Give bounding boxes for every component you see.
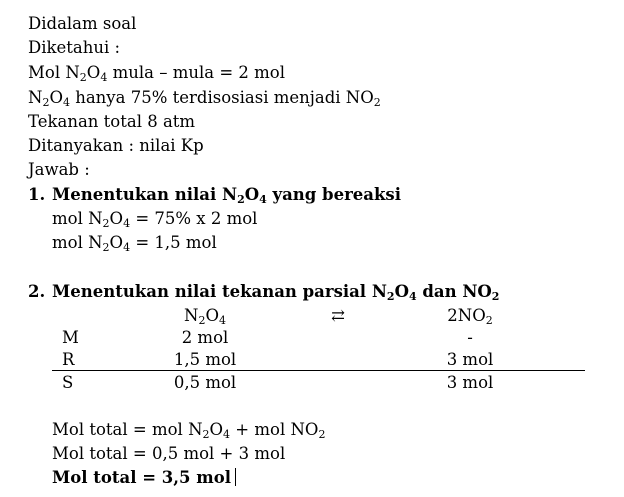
text-part: Menentukan nilai N xyxy=(52,185,238,204)
known-heading xyxy=(28,36,120,60)
subscript: 4 xyxy=(123,217,131,230)
text-part: = 1,5 mol xyxy=(130,233,217,252)
row-m-product: - xyxy=(467,328,473,347)
text-part: = 75% x 2 mol xyxy=(130,209,258,228)
text-part: O xyxy=(394,282,409,301)
step-2-number: 2. xyxy=(28,282,46,301)
answer-label: Jawab : xyxy=(28,160,90,179)
subscript: 4 xyxy=(123,241,131,254)
step-1-line-2 xyxy=(52,231,217,255)
total-formula-line xyxy=(52,418,325,442)
text-part: O xyxy=(86,63,101,82)
row-r-product: 3 mol xyxy=(446,350,494,369)
subscript: 2 xyxy=(318,428,326,441)
asked-line xyxy=(28,134,204,158)
text-part: mula – mula = 2 mol xyxy=(107,63,286,82)
text-cursor xyxy=(235,468,236,486)
step-1-title xyxy=(52,183,401,207)
answer-heading xyxy=(28,158,90,182)
step-2-title xyxy=(52,280,499,304)
subscript: 2 xyxy=(373,96,381,109)
subscript: 4 xyxy=(408,290,417,303)
subscript: 2 xyxy=(386,290,395,303)
text-part: O xyxy=(209,420,224,439)
row-label-r: R xyxy=(62,350,75,369)
row-m-reactant: 2 mol xyxy=(181,328,229,347)
total-sum-text: Mol total = 0,5 mol + 3 mol xyxy=(52,444,286,463)
text-part: O xyxy=(109,233,124,252)
subscript: 4 xyxy=(100,71,108,84)
subscript: 2 xyxy=(237,193,245,206)
dissociation-line xyxy=(28,86,381,110)
asked-text: Ditanyakan : nilai Kp xyxy=(28,136,204,155)
step-1-number: 1. xyxy=(28,185,46,204)
subscript: 2 xyxy=(198,314,206,327)
text-part: Menentukan nilai tekanan parsial N xyxy=(52,282,387,301)
subscript: 2 xyxy=(102,241,110,254)
subscript: 2 xyxy=(202,428,210,441)
subscript: 2 xyxy=(491,290,500,303)
text-part: O xyxy=(109,209,124,228)
text-part: + mol NO xyxy=(230,420,319,439)
known-label: Diketahui : xyxy=(28,38,121,57)
row-label-m: M xyxy=(62,328,79,347)
text-part: dan NO xyxy=(416,282,492,301)
subscript: 2 xyxy=(79,71,87,84)
subscript: 2 xyxy=(42,96,50,109)
subscript: 4 xyxy=(218,314,226,327)
total-result-line xyxy=(52,466,236,490)
text-part: Mol total = mol N xyxy=(52,420,203,439)
text-part: O xyxy=(244,185,260,204)
row-s-reactant: 0,5 mol xyxy=(173,373,237,392)
text-part: O xyxy=(49,88,63,107)
equilibrium-arrow: ⇄ xyxy=(331,306,345,325)
row-r-reactant: 1,5 mol xyxy=(173,350,237,369)
total-pressure-text: Tekanan total 8 atm xyxy=(28,112,196,131)
row-label-s: S xyxy=(62,373,74,392)
subscript: 2 xyxy=(102,217,110,230)
step-1-line-1 xyxy=(52,207,257,231)
total-pressure-line xyxy=(28,110,195,134)
subscript: 4 xyxy=(259,193,267,206)
subscript: 2 xyxy=(485,314,493,327)
text-part: N xyxy=(184,306,199,325)
text-part: Mol N xyxy=(28,63,80,82)
total-sum-line xyxy=(52,442,285,466)
text-part: O xyxy=(205,306,219,325)
text-part: hanya 75% terdisosiasi menjadi NO xyxy=(69,88,374,107)
text-part: mol N xyxy=(52,209,103,228)
text-part: mol N xyxy=(52,233,103,252)
intro-text: Didalam soal xyxy=(28,14,137,33)
table-header-reactant xyxy=(155,304,255,328)
text-part: N xyxy=(28,88,43,107)
subscript: 4 xyxy=(62,96,70,109)
text-part: yang bereaksi xyxy=(266,185,401,204)
subscript: 4 xyxy=(223,428,231,441)
table-header-product xyxy=(420,304,520,328)
row-s-product: 3 mol xyxy=(446,373,494,392)
initial-mol-line xyxy=(28,61,285,85)
intro-line xyxy=(28,12,136,36)
total-result-text: Mol total = 3,5 mol xyxy=(52,468,231,487)
text-part: 2NO xyxy=(447,306,486,325)
